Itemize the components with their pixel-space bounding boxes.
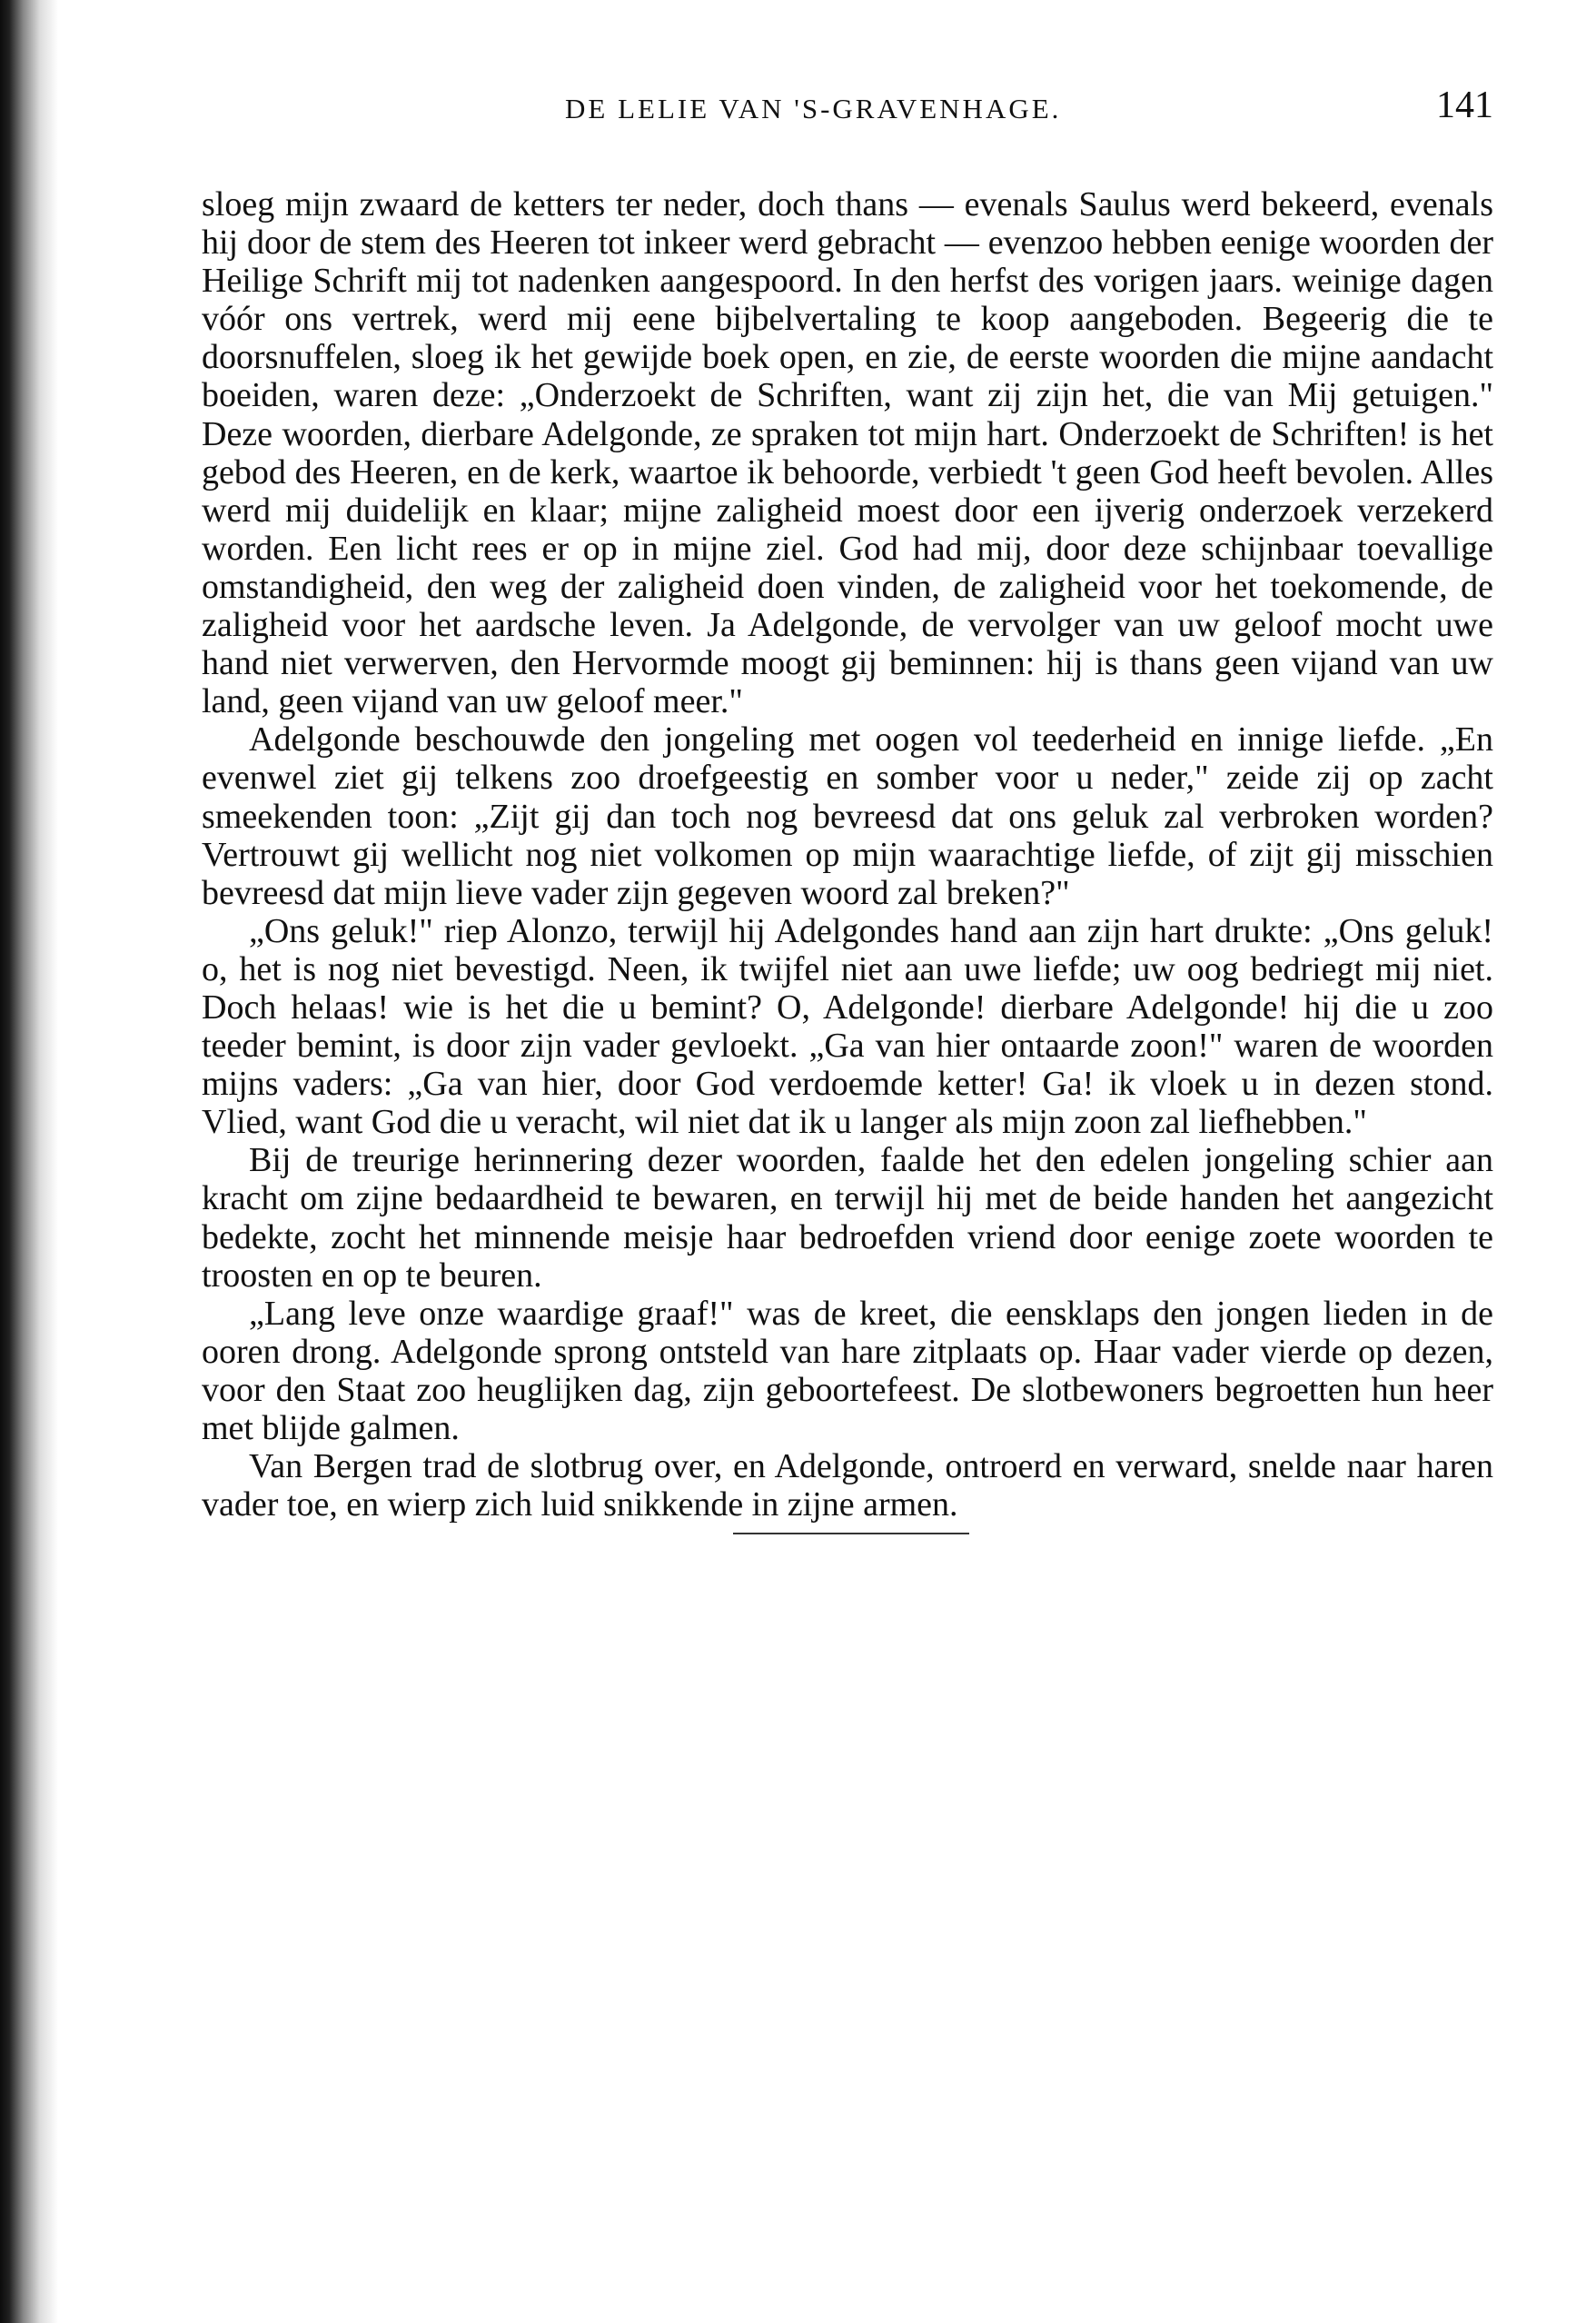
paragraph-3: „Ons geluk!" riep Alonzo, terwijl hij Adelgondes hand aan zijn hart drukte: „Ons geluk! o, het is nog niet bevestigd. Neen, ik twijfel niet aan uwe liefde; uw oog bedriegt mij niet. Doch helaas! wie is het die u bemint? O, Adelgonde! dierbare Adelgonde! hij die u zoo teeder bemint, is door zijn vader gevloekt. „Ga van hier ontaarde zoon!" waren de woorden mijns vaders: „Ga van hier, door God verdoemde ketter! Ga! ik vloek u in dezen stond. Vlied, want God die u veracht, wil niet dat ik u langer als mijn zoon zal liefhebben.": [202, 911, 1493, 1142]
running-head: [202, 84, 1493, 138]
book-page: [202, 84, 1493, 1534]
scan-edge-shadow: [0, 0, 58, 2323]
paragraph-2: Adelgonde beschouwde den jongeling met oogen vol teederheid en innige liefde. „En evenwel ziet gij telkens zoo droefgeestig en somber voor u neder," zeide zij op zacht smeekenden toon: „Zijt gij dan toch nog bevreesd dat ons geluk zal verbroken worden? Vertrouwt gij wellicht nog niet volkomen op mijn waarachtige liefde, of zijt gij misschien bevreesd dat mijn lieve vader zijn gegeven woord zal breken?": [202, 720, 1493, 912]
paragraph-5: „Lang leve onze waardige graaf!" was de kreet, die eensklaps den jongen lieden in de ooren drong. Adelgonde sprong ontsteld van hare zitplaats op. Haar vader vierde op dezen, voor den Staat zoo heuglijken dag, zijn geboortefeest. De slotbewoners begroetten hun heer met blijde galmen.: [202, 1294, 1493, 1447]
paragraph-1: sloeg mijn zwaard de ketters ter neder, doch thans — evenals Saulus werd bekeerd, evenals hij door de stem des Heeren tot inkeer werd gebracht — evenzoo hebben eenige woorden der Heilige Schrift mij tot nadenken aangespoord. In den herfst des vorigen jaars. weinige dagen vóór ons vertrek, werd mij eene bijbelvertaling te koop aangeboden. Begeerig die te doorsnuffelen, sloeg ik het gewijde boek open, en zie, de eerste woorden die mijne aandacht boeiden, waren deze: „Onderzoekt de Schriften, want zij zijn het, die van Mij getuigen." Deze woorden, dierbare Adelgonde, ze spraken tot mijn hart. Onderzoekt de Schriften! is het gebod des Heeren, en de kerk, waartoe ik behoorde, verbiedt 't geen God heeft bevolen. Alles werd mij duidelijk en klaar; mijne zaligheid moest door een ijverig onderzoek verzekerd worden. Een licht rees er op in mijne ziel. God had mij, door deze schijnbaar toevallige omstandigheid, den weg der zaligheid doen vinden, de zaligheid voor het toekomende, de zaligheid voor het aardsche leven. Ja Adelgonde, de vervolger van uw geloof mocht uwe hand niet verwerven, den Hervormde moogt gij beminnen: hij is thans geen vijand van uw land, geen vijand van uw geloof meer.": [202, 185, 1493, 721]
paragraph-6: Van Bergen trad de slotbrug over, en Adelgonde, ontroerd en verward, snelde naar haren vader toe, en wierp zich luid snikkende in zijne armen.: [202, 1447, 1493, 1524]
running-title: DE LELIE VAN 'S-GRAVENHAGE.: [565, 93, 1062, 124]
paragraph-4: Bij de treurige herinnering dezer woorden, faalde het den edelen jongeling schier aan kracht om zijne bedaardheid te bewaren, en terwijl hij met de beide handen het aangezicht bedekte, zocht het minnende meisje haar bedroefden vriend door eenige zoete woorden te troosten en op te beuren.: [202, 1141, 1493, 1295]
page-number: 141: [1436, 84, 1493, 126]
end-rule: [733, 1533, 969, 1534]
